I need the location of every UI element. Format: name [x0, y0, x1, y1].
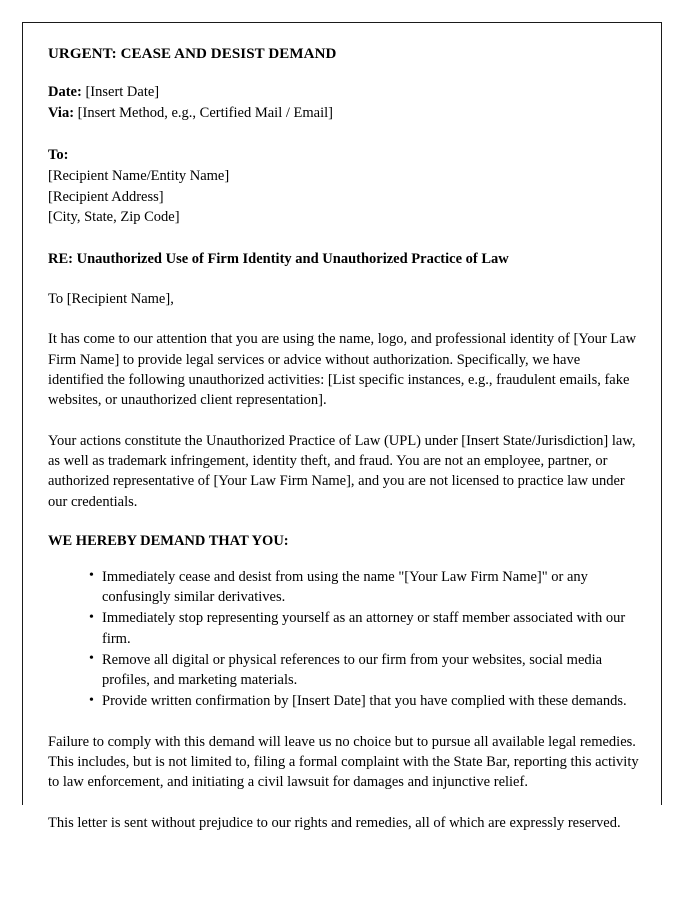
recipient-name-line: [Recipient Name/Entity Name]	[48, 168, 230, 185]
document-title: URGENT: CEASE AND DESIST DEMAND	[48, 46, 337, 62]
demand-heading: WE HEREBY DEMAND THAT YOU:	[48, 532, 289, 549]
list-item: • Immediately stop representing yourself as an attorney or staff member associated with our firm.	[89, 608, 639, 649]
meta-date-value: [Insert Date]	[85, 84, 160, 101]
demand-list	[48, 567, 639, 712]
meta-via-line	[48, 103, 639, 124]
list-item: • Immediately cease and desist from using the name "[Your Law Firm Name]" or any confusingly similar derivatives.	[89, 567, 639, 608]
body-paragraph-1: It has come to our attention that you are using the name, logo, and professional identity of [Your Law Firm Name] to provide legal services or advice without authorization. Specifically, we have identified the following unauthorized activities: [List specific instances, e.g., fraudulent emails, fake websites, or unauthorized client representation].	[48, 331, 637, 409]
body-paragraph-2: Your actions constitute the Unauthorized Practice of Law (UPL) under [Insert State/Jurisdiction] law, as well as trademark infringement, identity theft, and fraud. You are not an employee, partner, or authorized representative of [Your Law Firm Name], and you are not licensed to practice law under our credentials.	[48, 432, 636, 510]
recipient-block	[48, 145, 639, 227]
meta-via-value: [Insert Method, e.g., Certified Mail / Email]	[77, 104, 333, 121]
meta-date-line	[48, 82, 639, 103]
recipient-address-line: [Recipient Address]	[48, 188, 164, 205]
document-meta	[48, 82, 639, 123]
recipient-heading: To:	[48, 147, 69, 164]
meta-via-label: Via:	[48, 104, 75, 121]
list-item: • Remove all digital or physical references to our firm from your websites, social media profiles, and marketing materials.	[89, 650, 639, 691]
meta-date-label: Date:	[48, 84, 82, 101]
document-content	[48, 45, 639, 853]
recipient-city-line: [City, State, Zip Code]	[48, 209, 180, 226]
body-paragraph-4: This letter is sent without prejudice to our rights and remedies, all of which are expressly reserved.	[48, 814, 621, 831]
salutation: To [Recipient Name],	[48, 290, 174, 307]
subject-line: RE: Unauthorized Use of Firm Identity and Unauthorized Practice of Law	[48, 250, 509, 267]
body-paragraph-3: Failure to comply with this demand will leave us no choice but to pursue all available legal remedies. This includes, but is not limited to, filing a formal complaint with the State Bar, reporting this activity to law enforcement, and initiating a civil lawsuit for damages and injunctive relief.	[48, 733, 639, 791]
document-page	[22, 22, 662, 831]
list-item: • Provide written confirmation by [Insert Date] that you have complied with these demands.	[89, 691, 639, 711]
